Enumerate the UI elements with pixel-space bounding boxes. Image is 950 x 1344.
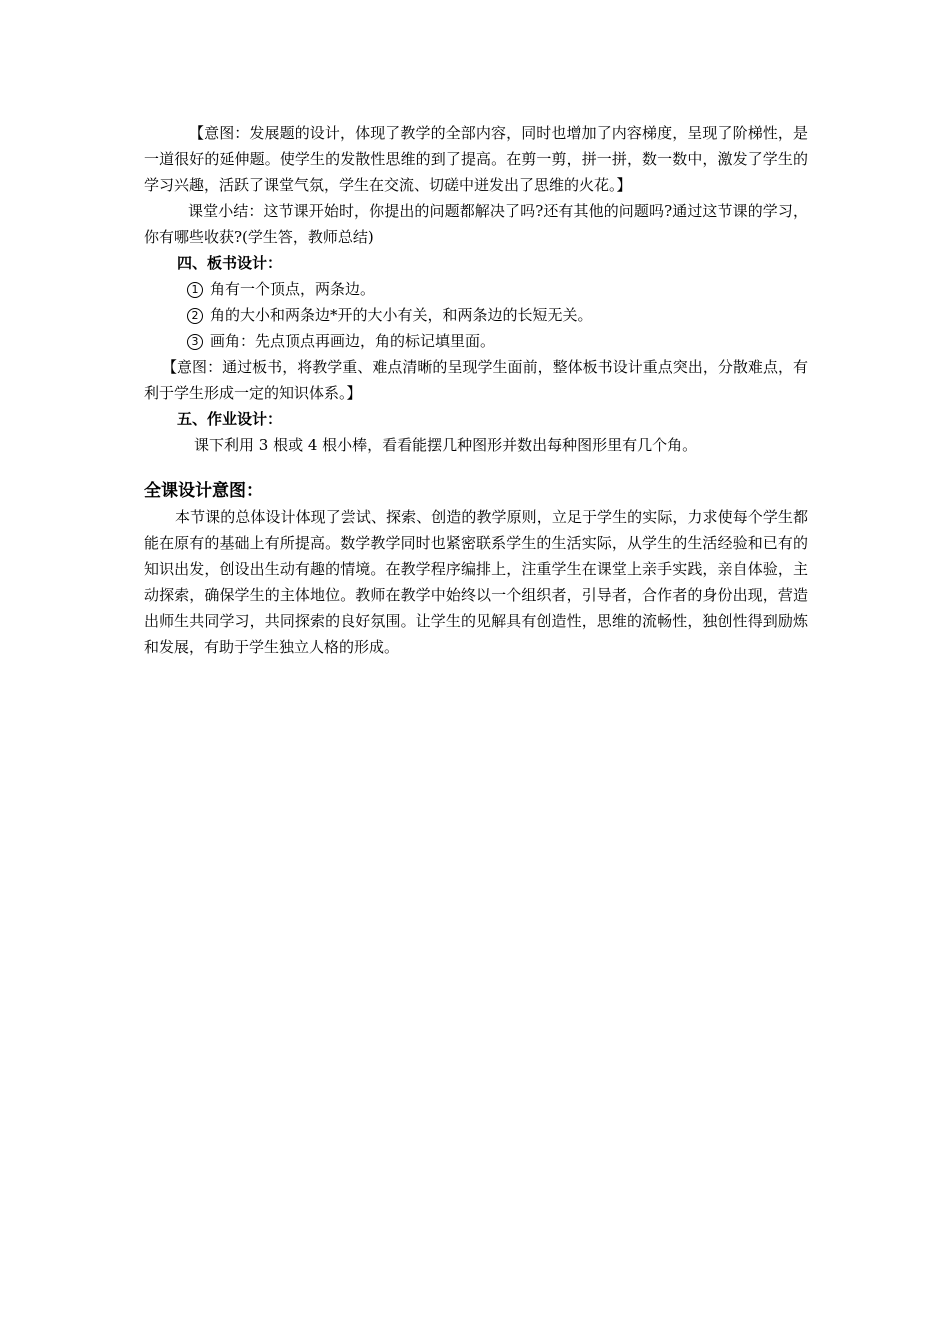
board-item-3 <box>144 328 808 354</box>
board-item-1 <box>144 276 808 302</box>
circled-number-1: 1 <box>187 282 203 298</box>
circled-number-2: 2 <box>187 308 203 324</box>
homework-text: 课下利用 3 根或 4 根小棒，看看能摆几种图形并数出每种图形里有几个角。 <box>194 436 698 454</box>
board-item-2 <box>144 302 808 328</box>
class-summary: 课堂小结：这节课开始时，你提出的问题都解决了吗?还有其他的问题吗?通过这节课的学习，你有哪些收获?(学生答，教师总结) <box>144 202 808 246</box>
design-intent-note-1: 【意图：发展题的设计，体现了教学的全部内容，同时也增加了内容梯度，呈现了阶梯性，是一道很好的延伸题。使学生的发散性思维的到了提高。在剪一剪，拼一拼，数一数中，激发了学生的学习兴趣，活跃了课堂气氛，学生在交流、切磋中迸发出了思维的火花。】 <box>144 124 808 194</box>
board-item-1-text: 角有一个顶点，两条边。 <box>210 280 376 298</box>
design-intent-note-2: 【意图：通过板书，将教学重、难点清晰的呈现学生面前，整体板书设计重点突出，分散难点，有利于学生形成一定的知识体系。】 <box>144 358 808 402</box>
board-item-3-text: 画角：先点顶点再画边，角的标记填里面。 <box>210 332 496 350</box>
section-title-overall-intent: 全课设计意图： <box>144 481 263 501</box>
heading-homework-design: 五、作业设计： <box>177 410 283 428</box>
heading-board-design: 四、板书设计： <box>177 254 283 272</box>
circled-number-3: 3 <box>187 334 203 350</box>
document-page <box>144 120 808 660</box>
overall-intent-paragraph: 本节课的总体设计体现了尝试、探索、创造的教学原则，立足于学生的实际，力求使每个学生都能在原有的基础上有所提高。数学教学同时也紧密联系学生的生活实际，从学生的生活经验和已有的知识出发，创设出生动有趣的情境。在教学程序编排上，注重学生在课堂上亲手实践，亲自体验，主动探索，确保学生的主体地位。教师在教学中始终以一个组织者，引导者，合作者的身份出现，营造出师生共同学习，共同探索的良好氛围。让学生的见解具有创造性，思维的流畅性，独创性得到励炼和发展，有助于学生独立人格的形成。 <box>144 508 808 656</box>
board-item-2-text: 角的大小和两条边*开的大小有关，和两条边的长短无关。 <box>210 306 593 324</box>
